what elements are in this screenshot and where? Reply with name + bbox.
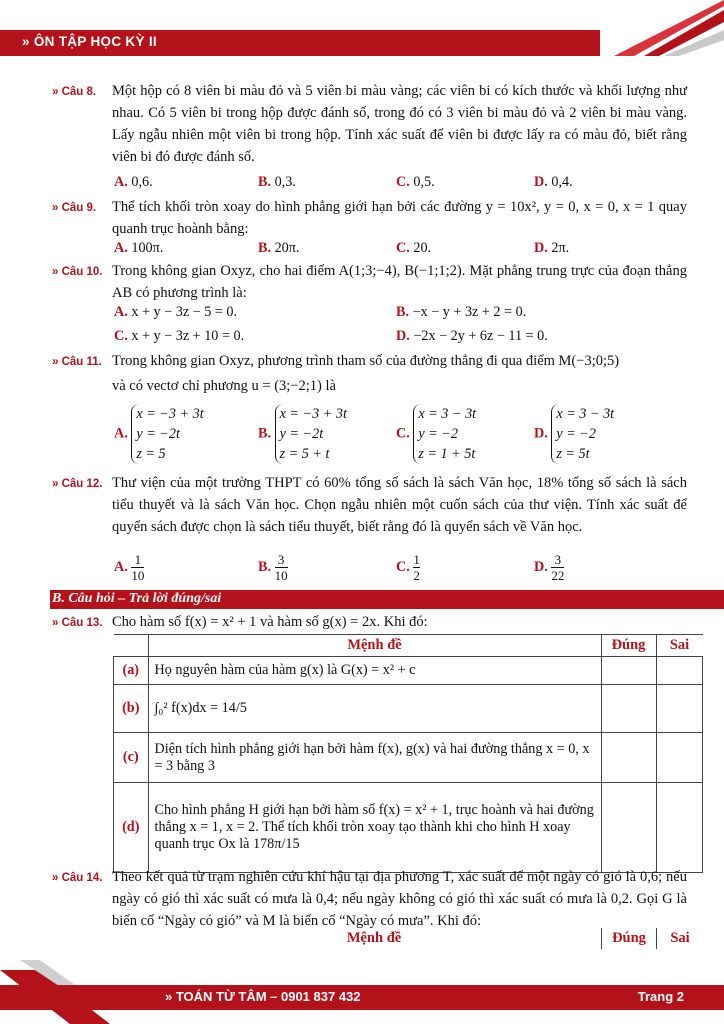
q13-b-true-cell[interactable] [601,685,656,733]
q8-option-d: D. 0,4. [534,174,573,190]
q14-text: Theo kết quả từ trạm nghiên cứu khí hậu tại địa phương T, xác suất để một ngày có gió là 0,6; nếu ngày có gió thì xác suất có mưa là 0,4; nếu ngày không có gió thì xác suất có mưa là 0,2. Gọi G là biến cố “Ngày có gió” và M là biến cố “Ngày có mưa”. Khi đó: [112,869,687,929]
q13-a-true-cell[interactable] [601,657,656,685]
q8-text: Một hộp có 8 viên bi màu đỏ và 5 viên bi màu vàng; các viên bi có kích thước và khối lượng như nhau. Có 5 viên bi trong hộp được đánh số, trong đó có 3 viên bi màu đỏ và 2 viên bi màu vàng. Lấy ngẫu nhiên một viên bi trong hộp. Tính xác suất để viên bi được lấy ra có màu đỏ, biết rằng viên bi đó được đánh số. [112,83,687,165]
footer-bar [0,985,724,1010]
q14-col-false: Sai [670,930,690,946]
q12-option-c: C. $\frac{1}{2}$ [396,552,420,583]
q11-option-b: B. x = −3 + 3t y = −2t z = 5 + t [258,406,347,462]
q14-label: » Câu 14. [52,872,103,884]
q10-option-d: D. −2x − 2y + 6z − 11 = 0. [396,328,548,344]
q13-text: Cho hàm số f(x) = x² + 1 và hàm số g(x) = 2x. Khi đó: [112,614,428,630]
section-b-title: B. Câu hỏi – Trả lời đúng/sai [52,591,222,606]
table-row: (a) Họ nguyên hàm của hàm g(x) là G(x) = x² + c [114,657,703,685]
q8-option-b: B. 0,3. [258,174,296,190]
table-row: (c) Diện tích hình phẳng giới hạn bởi hàm f(x), g(x) và hai đường thẳng x = 0, x = 3 bằng 3 [114,733,703,783]
q13-col-false: Sai [656,635,703,657]
q14-col-statement: Mệnh đề [346,930,402,946]
q10-option-b: B. −x − y + 3z + 2 = 0. [396,304,527,320]
q11-option-a: A. x = −3 + 3t y = −2t z = 5 [114,406,204,462]
footer-brand: » TOÁN TỪ TÂM – 0901 837 432 [165,989,361,1004]
q13-table [113,634,703,873]
q8-label: » Câu 8. [52,86,97,98]
q10-label: » Câu 10. [52,266,103,278]
q13-b-false-cell[interactable] [656,685,703,733]
q8-option-c: C. 0,5. [396,174,435,190]
q11-label: » Câu 11. [52,356,102,368]
table-row: (d) Cho hình phẳng H giới hạn bởi hàm số f(x) = x² + 1, trục hoành và hai đường thẳng x = 1, x = 2. Thể tích khối tròn xoay tạo thành khi cho hình H xoay quanh trục Ox là 178π/15 [114,783,703,873]
q10-text: Trong không gian Oxyz, cho hai điểm A(1;3;−4), B(−1;1;2). Mặt phẳng trung trực của đoạn thẳng AB có phương trình là: [112,263,687,301]
q12-text: Thư viện của một trường THPT có 60% tổng số sách là sách Văn học, 18% tổng số sách là sách tiểu thuyết và là sách Văn học. Chọn ngẫu nhiên một cuốn sách của thư viện. Tính xác suất để quyển sách được chọn là sách tiểu thuyết, biết rằng đó là quyển sách về Văn học. [112,475,687,535]
q12-label: » Câu 12. [52,478,103,490]
page-number: Trang 2 [637,989,684,1004]
q8-option-a: A. 0,6. [114,174,153,190]
q13-d-true-cell[interactable] [601,783,656,873]
q9-option-b: B. 20π. [258,240,300,256]
q12-option-d: D. $\frac{3}{22}$ [534,552,565,583]
header-title: » ÔN TẬP HỌC KỲ II [22,34,157,49]
q14-table [113,928,703,949]
q9-label: » Câu 9. [52,202,97,214]
header-decoration [584,0,724,70]
q9-option-d: D. 2π. [534,240,570,256]
q13-c-true-cell[interactable] [601,733,656,783]
q11-option-d: D. x = 3 − 3t y = −2 z = 5t [534,406,615,462]
table-row: (b) ∫₀² f(x)dx = 14/5 [114,685,703,733]
q10-option-a: A. x + y − 3z − 5 = 0. [114,304,238,320]
q9-option-c: C. 20. [396,240,432,256]
q10-option-c: C. x + y − 3z + 10 = 0. [114,328,245,344]
q11-text-line2: và có vectơ chỉ phương u = (3;−2;1) là [112,378,336,394]
q9-option-a: A. 100π. [114,240,164,256]
q13-col-statement: Mệnh đề [148,635,601,657]
q13-a-false-cell[interactable] [656,657,703,685]
q11-text-line1: Trong không gian Oxyz, phương trình tham số của đường thẳng đi qua điểm M(−3;0;5) [112,353,620,369]
q11-option-c: C. x = 3 − 3t y = −2 z = 1 + 5t [396,406,477,462]
q13-d-false-cell[interactable] [656,783,703,873]
q9-text: Thể tích khối tròn xoay do hình phẳng giới hạn bởi các đường y = 10x², y = 0, x = 0, x = 1 quay quanh trục hoành bằng: [112,199,687,237]
q12-option-a: A. $\frac{1}{10}$ [114,552,145,583]
q13-c-false-cell[interactable] [656,733,703,783]
q14-col-true: Đúng [602,928,657,949]
q12-option-b: B. $\frac{3}{10}$ [258,552,288,583]
q13-label: » Câu 13. [52,617,103,629]
q13-col-true: Đúng [601,635,656,657]
